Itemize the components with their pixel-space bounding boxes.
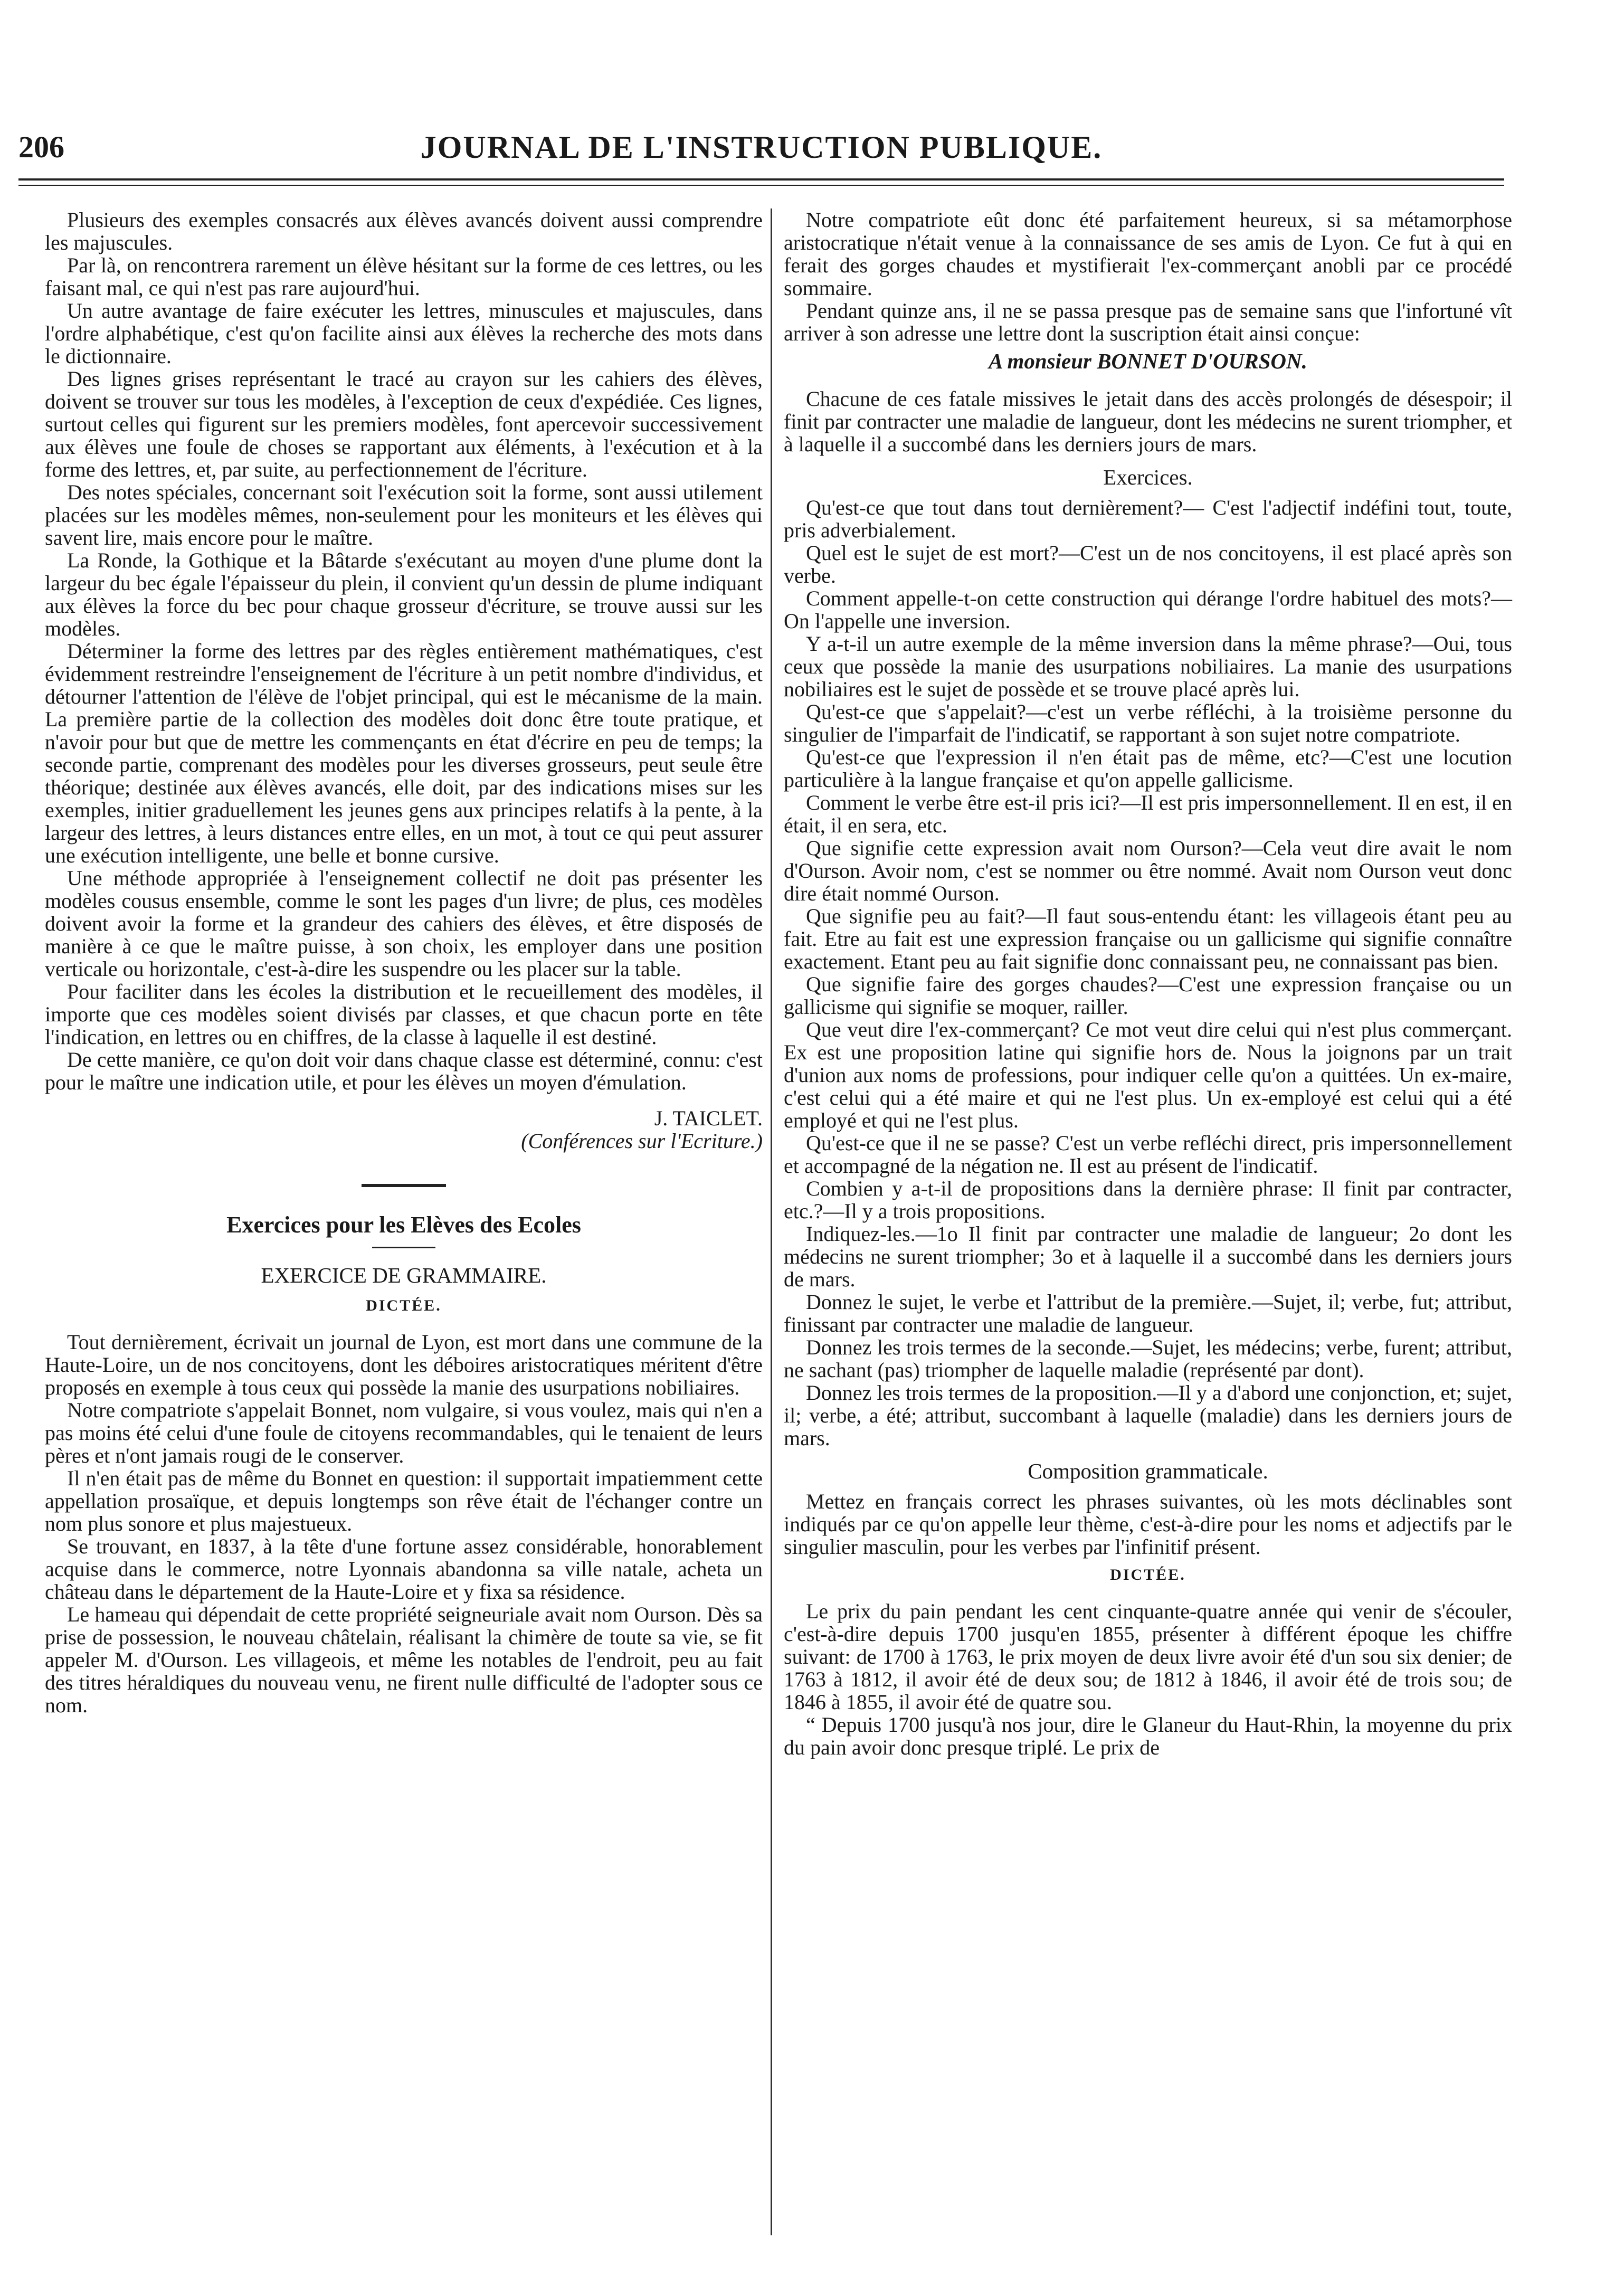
source-citation: (Conférences sur l'Ecriture.) xyxy=(521,1129,763,1153)
header-rule-thin xyxy=(18,185,1504,186)
paragraph: Comment le verbe être est-il pris ici?—Il est pris impersonnellement. Il en est, il en était, il en sera, etc. xyxy=(784,791,1512,837)
paragraph: Se trouvant, en 1837, à la tête d'une fortune assez considérable, honorablement acquise dans le commerce, notre Lyonnais abandonna sa ville natale, acheta un château dans le département de la Haute-Loire et y fixa sa résidence. xyxy=(45,1534,763,1604)
paragraph: Que veut dire l'ex-commerçant? Ce mot veut dire celui qui n'est plus commerçant. Ex est une proposition latine qui signifie hors de. Nous la joignons par un trait d'union aux noms de professions, pour indiquer celle qu'on a quittées. Un ex-maire, c'est celui qui a été maire et qui ne l'est plus. Un ex-employé est celui qui a été employé et qui ne l'est plus. xyxy=(784,1018,1512,1132)
paragraph: Notre compatriote s'appelait Bonnet, nom vulgaire, si vous voulez, mais qui n'en a pas moins été celui d'une foule de citoyens recommandables, qui le tenaient de leurs pères et n'ont jamais rougi de le conserver. xyxy=(45,1398,763,1467)
paragraph: Il n'en était pas de même du Bonnet en question: il supportait impatiemment cette appellation prosaïque, et depuis longtemps son rêve était de l'échanger contre un nom plus sonore et plus majestueux. xyxy=(45,1466,763,1535)
paragraph: Que signifie faire des gorges chaudes?—C'est une expression française ou un gallicisme qui signifie se moquer, railler. xyxy=(784,972,1512,1019)
paragraph: Plusieurs des exemples consacrés aux élèves avancés doivent aussi comprendre les majuscules. xyxy=(45,208,763,254)
paragraph: Mettez en français correct les phrases suivantes, où les mots déclinables sont indiqués par ce qu'on appelle leur thème, c'est-à-dire pour les noms et adjectifs par le singulier masculin, pour les verbes par l'infinitif présent. xyxy=(784,1490,1512,1559)
left-column xyxy=(45,208,763,1716)
paragraph: Donnez les trois termes de la proposition.—Il y a d'abord une conjonction, et; sujet, il; verbe, a été; attribut, succombant à laquelle (maladie) dans les derniers jours de mars. xyxy=(784,1381,1513,1450)
paragraph: Par là, on rencontrera rarement un élève hésitant sur la forme de ces lettres, ou les faisant mal, ce qui n'est pas rare aujourd'hui. xyxy=(45,253,763,300)
paragraph: Que signifie cette expression avait nom Ourson?—Cela veut dire avait le nom d'Ourson. Avoir nom, c'est se nommer ou être nommé. Avait nom Ourson veut donc dire était nommé Ourson. xyxy=(784,836,1512,905)
paragraph: Une méthode appropriée à l'enseignement collectif ne doit pas présenter les modèles cousus ensemble, comme le sont les pages d'un livre; de plus, ces modèles doivent avoir la forme et la grandeur des cahiers des élèves, et être disposés de manière à ce que le maître puisse, à son choix, les employer dans une position verticale ou horizontale, c'est-à-dire les suspendre ou les placer sur la table. xyxy=(45,866,763,981)
section-title: Exercices pour les Elèves des Ecoles xyxy=(226,1212,581,1238)
paragraph: Que signifie peu au fait?—Il faut sous-entendu étant: les villageois étant peu au fait. Etre au fait est une expression française ou un gallicisme qui signifie connaître exactement. Etant peu au fait signifie donc connaissant peu, ne connaissant pas bien. xyxy=(784,904,1512,973)
paragraph: Pour faciliter dans les écoles la distribution et le recueillement des modèles, il importe que ces modèles soient divisés par classes, et que chacun porte en tête l'indication, en lettres ou en chiffres, de la classe à laquelle il est destiné. xyxy=(45,980,763,1049)
column-divider xyxy=(771,208,772,2235)
exercise-title: EXERCICE DE GRAMMAIRE. xyxy=(261,1263,547,1287)
paragraph: La Ronde, la Gothique et la Bâtarde s'exécutant au moyen d'une plume dont la largeur du bec égale l'épaisseur du plein, il convient qu'un dessin de plume indiquant aux élèves la force du bec pour chaque grosseur d'écriture, se trouve aussi sur les modèles. xyxy=(45,548,763,640)
exercices-label: Exercices. xyxy=(1103,465,1193,489)
paragraph: Qu'est-ce que il ne se passe? C'est un verbe refléchi direct, pris impersonnellement et accompagné de la négation ne. Il est au présent de l'indicatif. xyxy=(784,1131,1512,1178)
paragraph: Tout dernièrement, écrivait un journal de Lyon, est mort dans une commune de la Haute-Loire, un de nos concitoyens, dont les déboires aristocratiques méritent d'être proposés en exemple à tous ceux qui possède la manie des usurpations nobiliaires. xyxy=(45,1330,763,1399)
section-rule xyxy=(362,1184,446,1187)
dictee-label: DICTÉE. xyxy=(1110,1566,1186,1583)
paragraph: Combien y a-t-il de propositions dans la dernière phrase: Il finit par contracter, etc.?—Il y a trois propositions. xyxy=(784,1177,1512,1223)
paragraph: Qu'est-ce que l'expression il n'en était pas de même, etc?—C'est une locution particulière à la langue française et qu'on appelle gallicisme. xyxy=(784,745,1512,792)
paragraph: Un autre avantage de faire exécuter les lettres, minuscules et majuscules, dans l'ordre alphabétique, c'est qu'on facilite ainsi aux élèves la recherche des mots dans le dictionnaire. xyxy=(45,299,763,368)
page-header xyxy=(18,119,1504,177)
paragraph: Qu'est-ce que s'appelait?—c'est un verbe réfléchi, à la troisième personne du singulier de l'imparfait de l'indicatif, se rapportant à son sujet notre compatriote. xyxy=(784,700,1512,746)
right-column xyxy=(784,208,1512,1759)
paragraph: “ Depuis 1700 jusqu'à nos jour, dire le Glaneur du Haut-Rhin, la moyenne du prix du pain avoir donc presque triplé. Le prix de xyxy=(784,1713,1512,1759)
composition-label: Composition grammaticale. xyxy=(1028,1459,1268,1483)
paragraph: Pendant quinze ans, il ne se passa presque pas de semaine sans que l'infortuné vît arriver à son adresse une lettre dont la suscription était ainsi conçue: xyxy=(784,299,1512,345)
paragraph: Des notes spéciales, concernant soit l'exécution soit la forme, sont aussi utilement placées sur les modèles mêmes, non-seulement pour les moniteurs et les élèves qui savent lire, mais encore pour le maître. xyxy=(45,480,763,549)
paragraph: De cette manière, ce qu'on doit voir dans chaque classe est déterminé, connu: c'est pour le maître une indication utile, et pour les élèves un moyen d'émulation. xyxy=(45,1048,763,1094)
paragraph: Quel est le sujet de est mort?—C'est un de nos concitoyens, il est placé après son verbe. xyxy=(784,541,1512,587)
paragraph: Des lignes grises représentant le tracé au crayon sur les cahiers des élèves, doivent se trouver sur tous les modèles, à l'exception de ceux d'expédiée. Ces lignes, surtout celles qui figurent sur les premiers modèles, font apercevoir successivement aux élèves une foule de choses se rapportant aux éléments, à l'exécution et à la forme des lettres, et, par suite, au perfectionnement de l'écriture. xyxy=(45,367,763,481)
paragraph: Le prix du pain pendant les cent cinquante-quatre année qui venir de s'écouler, c'est-à-dire depuis 1700 jusqu'en 1855, présenter à différent époque les chiffre suivant: de 1700 à 1763, le prix moyen de deux livre avoir été d'un sou six denier; de 1763 à 1812, il avoir été de deux sou; de 1812 à 1846, il avoir été de trois sou; de 1846 à 1855, il avoir été de quatre sou. xyxy=(784,1599,1512,1714)
paragraph: Y a-t-il un autre exemple de la même inversion dans la même phrase?—Oui, tous ceux que possède la manie des usurpations nobiliaires. La manie des usurpations nobiliaires est le sujet de possède et se trouve placé après lui. xyxy=(784,632,1512,701)
section-rule-small xyxy=(372,1247,435,1248)
dictee-label: DICTÉE. xyxy=(366,1297,442,1314)
page-number: 206 xyxy=(18,130,64,164)
paragraph: Indiquez-les.—1o Il finit par contracter une maladie de langueur; 2o dont les médecins ne surent triompher; 3o et à laquelle il a succombé dans les derniers jours de mars. xyxy=(784,1222,1512,1291)
header-rule xyxy=(18,178,1504,181)
paragraph: Le hameau qui dépendait de cette propriété seigneuriale avait nom Ourson. Dès sa prise de possession, le nouveau châtelain, réalisant la chimère de toute sa vie, se fit appeler M. d'Ourson. Les villageois, et même les notables de l'endroit, peu au fait des titres héraldiques du nouveau venu, ne firent nulle difficulté de l'adopter sous ce nom. xyxy=(45,1602,763,1717)
paragraph: Déterminer la forme des lettres par des règles entièrement mathématiques, c'est évidemment restreindre l'enseignement de l'écriture à un petit nombre d'individus, et détourner l'attention de l'élève de l'objet principal, qui est le mécanisme de la main. La première partie de la collection des modèles doit donc être toute pratique, et n'avoir pour but que de mettre les commençants en état d'écrire en peu de temps; la seconde partie, comprenant des modèles pour les diverses grosseurs, peut seule être théorique; destinée aux élèves avancés, elle doit, par des indications mises sur les exemples, initier graduellement les jeunes gens aux principes relatifs à la pente, à la largeur des lettres, à leurs distances entre elles, en un mot, à tout ce qui peut assurer une exécution intelligente, une belle et bonne cursive. xyxy=(45,639,763,867)
running-title: JOURNAL DE L'INSTRUCTION PUBLIQUE. xyxy=(420,130,1103,165)
paragraph: Donnez le sujet, le verbe et l'attribut de la première.—Sujet, il; verbe, fut; attribut, finissant par contracter une maladie de langueur. xyxy=(784,1290,1512,1336)
author-signature: J. TAICLET. xyxy=(654,1106,763,1130)
paragraph: Comment appelle-t-on cette construction qui dérange l'ordre habituel des mots?—On l'appelle une inversion. xyxy=(784,586,1512,633)
paragraph: Donnez les trois termes de la seconde.—Sujet, les médecins; verbe, furent; attribut, ne sachant (pas) triompher de laquelle maladie (représenté par dont). xyxy=(784,1335,1512,1382)
letter-address: A monsieur BONNET D'OURSON. xyxy=(989,349,1307,373)
paragraph: Chacune de ces fatale missives le jetait dans des accès prolongés de désespoir; il finit par contracter une maladie de langueur, dont les médecins ne surent triompher, et à laquelle il a succombé dans les derniers jours de mars. xyxy=(784,387,1512,456)
paragraph: Qu'est-ce que tout dans tout dernièrement?— C'est l'adjectif indéfini tout, toute, pris adverbialement. xyxy=(784,496,1512,542)
paragraph: Notre compatriote eût donc été parfaitement heureux, si sa métamorphose aristocratique n'était venue à la connaissance de ses amis de Lyon. Ce fut à qui en ferait des gorges chaudes et mystifierait l'ex-commerçant anobli par ce procédé sommaire. xyxy=(784,208,1512,300)
